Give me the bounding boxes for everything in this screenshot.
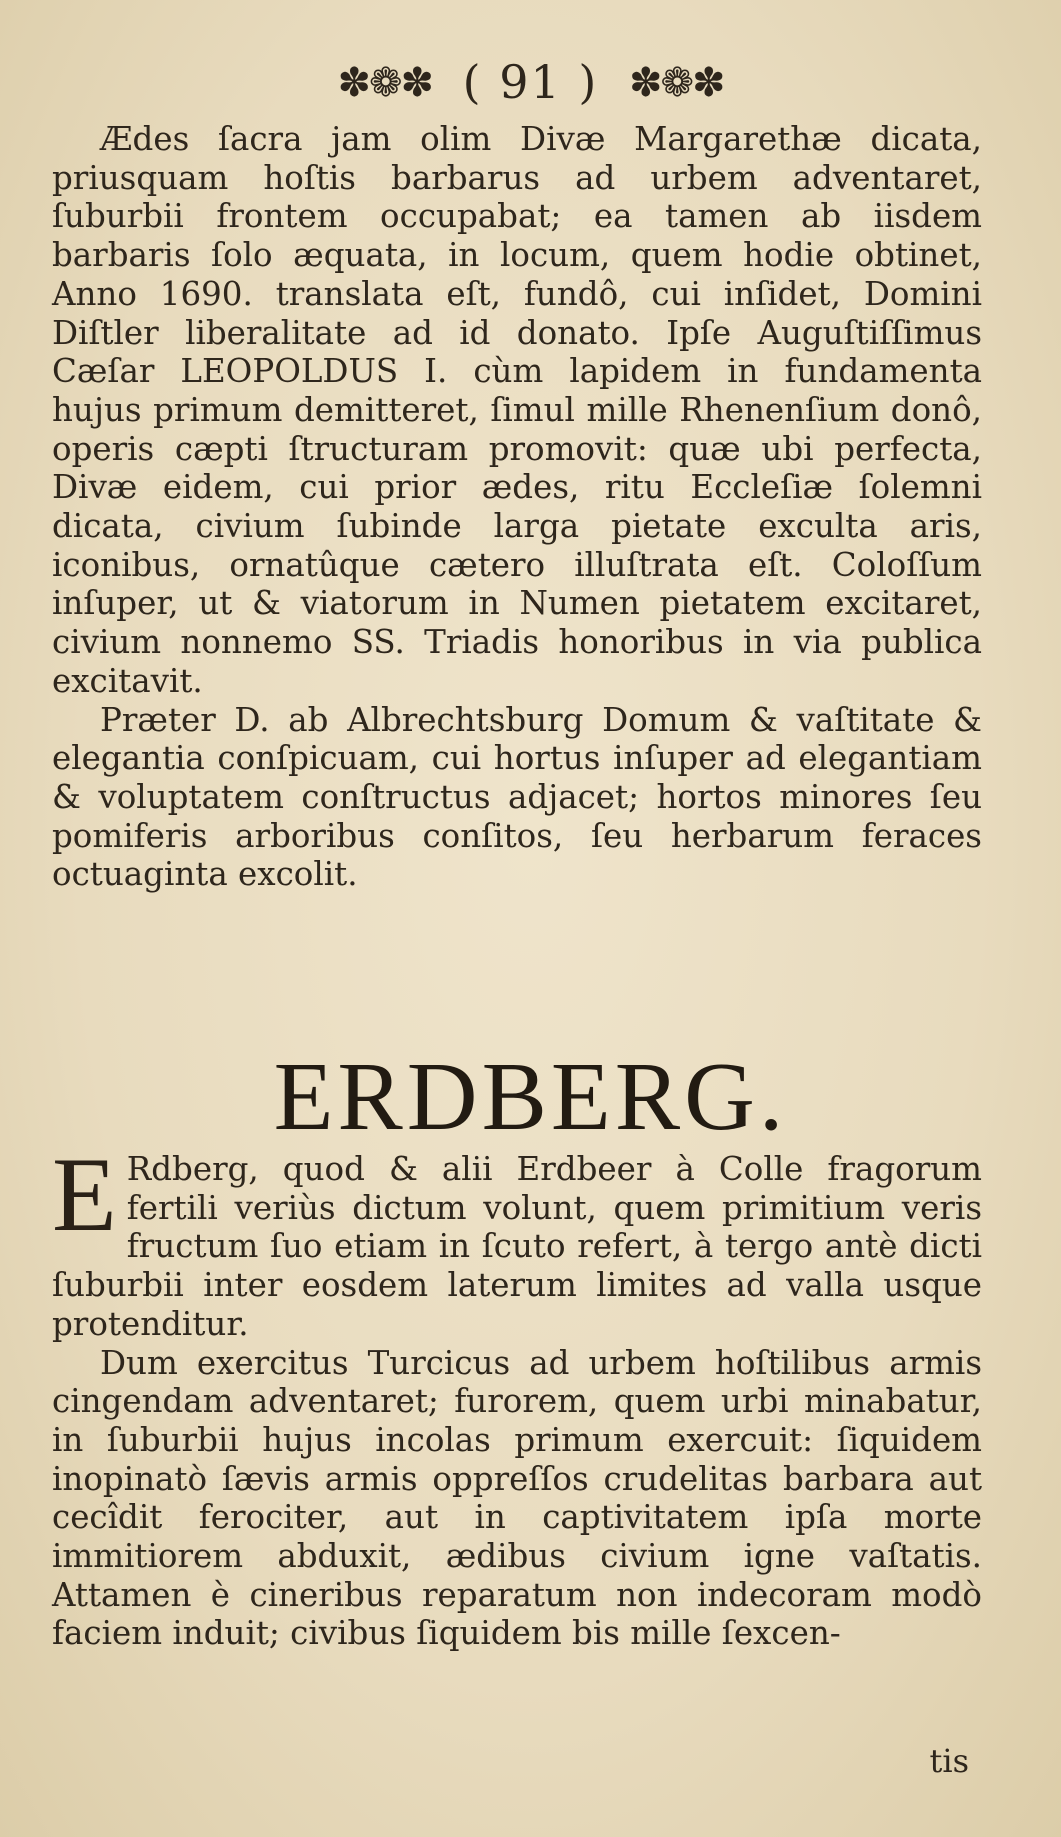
- page-header: [0, 52, 1061, 113]
- right-ornament: ✽❁✽: [628, 60, 724, 106]
- drop-cap: E: [52, 1136, 117, 1253]
- paragraph-albrechtsburg: Præter D. ab Albrechtsburg Domum & vaſtitate & elegantia conſpicuam, cui hortus inſuper ad elegantiam & voluptatem conſtructus adjacet; hortos minores ſeu pomiferis arboribus conſitos, ſeu herbarum feraces octuaginta excolit.: [52, 700, 982, 894]
- paragraph-erdberg-intro: Rdberg, quod & alii Erdbeer à Colle fragorum fertili veriùs dictum volunt, quem primitium veris fructum ſuo etiam in ſcuto refert, à tergo antè dicti ſuburbii inter eosdem laterum limites ad valla usque protenditur.: [52, 1150, 982, 1343]
- paragraph-turkish-siege: Dum exercitus Turcicus ad urbem hoſtilibus armis cingendam adventaret; furorem, quem urbi minabatur, in ſuburbii hujus incolas primum exercuit: ſiquidem inopinatò ſævis armis oppreſſos crudelitas barbara aut cecîdit ferociter, aut in captivitatem ipſa morte immitiorem abduxit, ædibus civium igne vaſtatis. Attamen è cineribus reparatum non indecoram modò faciem induit; civibus ſiquidem bis mille ſexcen-: [52, 1343, 982, 1653]
- left-ornament: ✽❁✽: [337, 60, 433, 106]
- paragraph-church: Ædes ſacra jam olim Divæ Margarethæ dicata, priusquam hoſtis barbarus ad urbem adventaret, ſuburbii frontem occupabat; ea tamen ab iisdem barbaris ſolo æquata, in locum, quem hodie obtinet, Anno 1690. translata eſt, fundô, cui inſidet, Domini Diſtler liberalitate ad id donato. Ipſe Auguſtiſſimus Cæſar LEOPOLDUS I. cùm lapidem in fundamenta hujus primum demitteret, ſimul mille Rhenenſium donô, operis cæpti ſtructuram promovit: quæ ubi perfecta, Divæ eidem, cui prior ædes, ritu Eccleſiæ ſolemni dicata, civium ſubinde larga pietate exculta aris, iconibus, ornatûque cætero illuſtrata eſt. Coloſſum inſuper, ut & viatorum in Numen pietatem excitaret, civium nonnemo SS. Triadis honoribus in via publica excitavit.: [52, 120, 982, 700]
- section-text-lower: [52, 1136, 982, 1653]
- section-heading: ERDBERG.: [273, 1043, 788, 1151]
- section-text-upper: [52, 120, 982, 894]
- page-number: ( 91 ): [462, 55, 599, 109]
- catchword: tis: [929, 1742, 969, 1780]
